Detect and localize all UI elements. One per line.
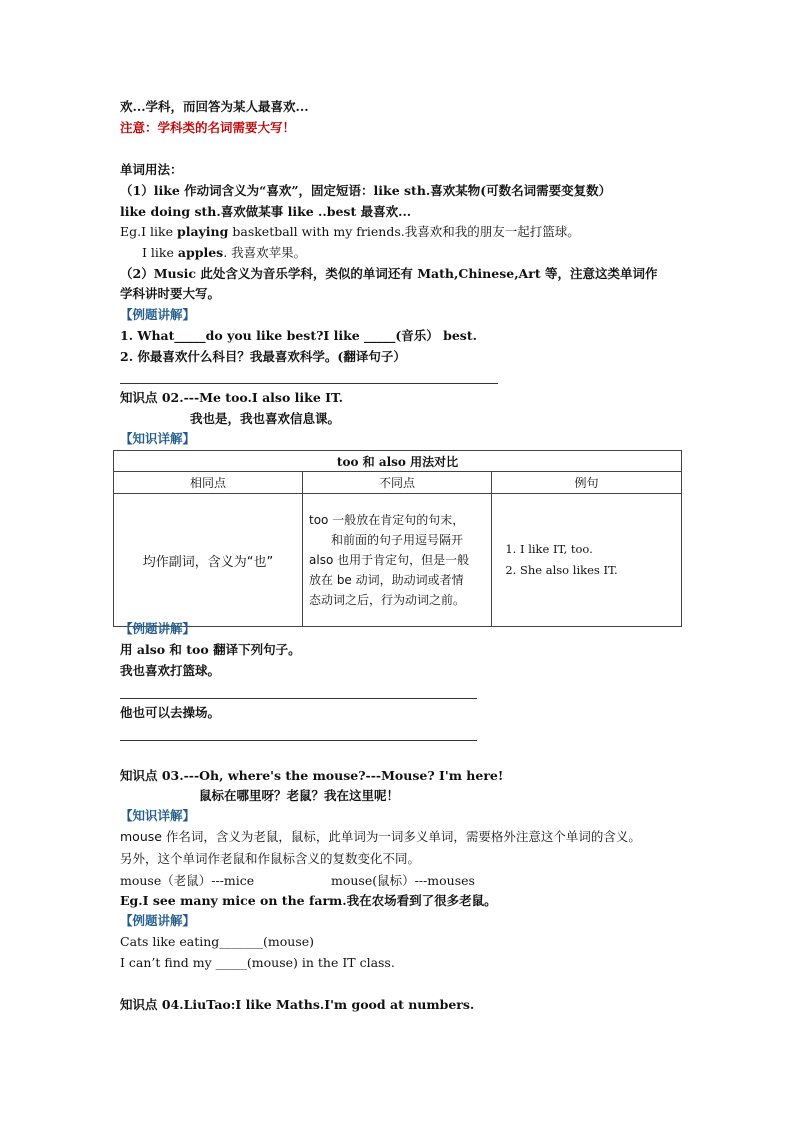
text-line: 欢...学科，而回答为某人最喜欢...: [120, 99, 309, 114]
diff-text: 放在 be 动词，助动词或者情: [309, 573, 464, 587]
table-cell-same: 均作副词，含义为“也”: [114, 494, 303, 627]
section-heading: 【例题讲解】: [120, 621, 196, 636]
translation-line: 我也是，我也喜欢信息课。: [190, 411, 341, 426]
section-heading: 【知识详解】: [120, 431, 196, 446]
example-line: [120, 224, 580, 240]
plural-note: mouse(鼠标）---mouses: [331, 873, 475, 888]
example-line: [142, 245, 306, 261]
text-line: （1）like 作动词含义为“喜欢”，固定短语：like sth.喜欢某物(可数名词需要变复数）: [120, 183, 612, 198]
knowledge-point-title: 知识点 03.---Oh, where's the mouse?---Mouse? I'm here!: [120, 768, 504, 783]
exercise-item: 我也喜欢打篮球。: [120, 663, 221, 678]
knowledge-point-title: 知识点 02.---Me too.I also like IT.: [120, 390, 344, 405]
text-line: like doing sth.喜欢做某事 like ..best 最喜欢...: [120, 204, 412, 219]
exercise-item: 2. 你最喜欢什么科目？我最喜欢科学。(翻译句子）: [120, 349, 406, 364]
plural-note: mouse（老鼠）---mice: [120, 873, 255, 888]
note-line: 注意：学科类的名词需要大写！: [120, 120, 296, 135]
table-header: 相同点: [114, 472, 303, 494]
text-line: 另外，这个单词作老鼠和作鼠标含义的复数变化不同。: [120, 851, 421, 866]
answer-line: [120, 383, 498, 384]
example-line: Eg.I see many mice on the farm.我在农场看到了很多老鼠。: [120, 893, 497, 908]
section-heading: 【例题讲解】: [120, 307, 196, 322]
diff-text: too 一般放在肯定句的句末，: [309, 513, 465, 527]
section-heading: 【例题讲解】: [120, 913, 196, 928]
text-line: （2）Music 此处含义为音乐学科，类似的单词还有 Math,Chinese,Art 等，注意这类单词作: [120, 266, 658, 281]
exercise-item: I can’t find my _____(mouse) in the IT class.: [120, 955, 395, 970]
example-sentence: 1. I like IT, too.: [520, 539, 681, 560]
example-text: I like: [142, 245, 178, 260]
example-keyword: apples: [177, 245, 224, 260]
exercise-item: 他也可以去操场。: [120, 705, 221, 720]
section-label: 单词用法：: [120, 162, 183, 177]
exercise-item: Cats like eating_______(mouse): [120, 934, 315, 949]
text-line: mouse 作名词，含义为老鼠，鼠标，此单词为一词多义单词，需要格外注意这个单词的含义。: [120, 829, 641, 844]
example-keyword: playing: [176, 224, 229, 239]
section-heading: 【知识详解】: [120, 808, 196, 823]
answer-line: [120, 740, 477, 741]
comparison-table: [113, 450, 682, 627]
example-text: . 我喜欢苹果。: [223, 245, 307, 260]
table-cell-examples: [492, 494, 682, 627]
table-cell-diff: [303, 494, 492, 627]
exercise-instruction: 用 also 和 too 翻译下列句子。: [120, 642, 301, 657]
answer-line: [120, 698, 477, 699]
table-header: 例句: [492, 472, 682, 494]
table-header: 不同点: [303, 472, 492, 494]
diff-text: 态动词之后，行为动词之前。: [309, 593, 466, 607]
knowledge-point-title: 知识点 04.LiuTao:I like Maths.I'm good at numbers.: [120, 997, 475, 1012]
example-text: Eg.I like: [120, 224, 177, 239]
table-caption: too 和 also 用法对比: [114, 451, 682, 472]
text-line: 学科讲时要大写。: [120, 286, 221, 301]
example-sentence: 2. She also likes IT.: [520, 560, 681, 581]
translation-line: 鼠标在哪里呀？老鼠？我在这里呢！: [199, 788, 400, 803]
diff-text: also 也用于肯定句，但是一般: [309, 553, 470, 567]
exercise-item: 1. What_____do you like best?I like _____(音乐） best.: [120, 328, 477, 343]
diff-text: 和前面的句子用逗号隔开: [330, 533, 463, 547]
example-text: basketball with my friends.我喜欢和我的朋友一起打篮球。: [228, 224, 580, 239]
